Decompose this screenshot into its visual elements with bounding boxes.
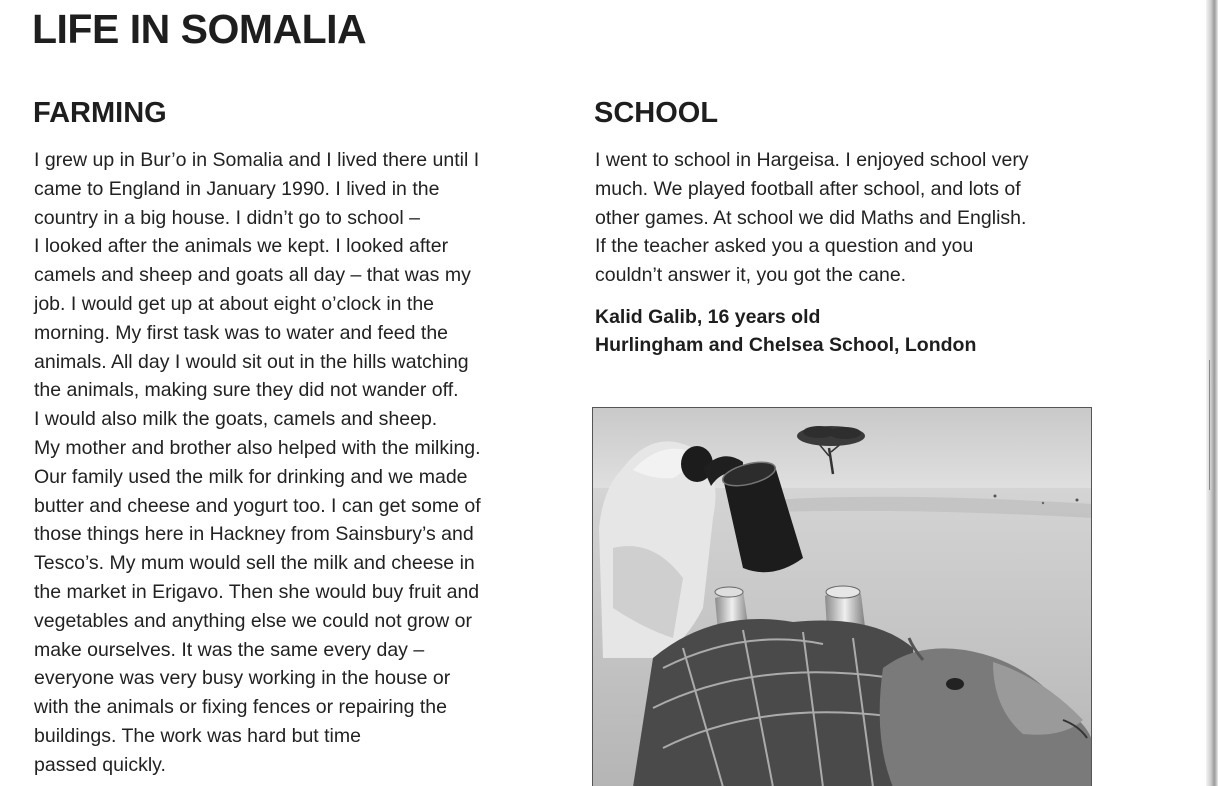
page-edge: [1206, 0, 1218, 786]
farming-line: everyone was very busy working in the house or: [34, 667, 451, 690]
farming-line: came to England in January 1990. I lived in the: [34, 177, 440, 200]
author-school: Hurlingham and Chelsea School, London: [595, 334, 977, 356]
farming-line: Tesco’s. My mum would sell the milk and cheese in: [34, 552, 475, 575]
farming-line: the animals, making sure they did not wander off.: [34, 379, 459, 402]
school-line: If the teacher asked you a question and you: [595, 235, 974, 258]
page-edge-line: [1209, 360, 1210, 490]
farming-line: butter and cheese and yogurt too. I can get some of: [34, 494, 481, 517]
farming-line: buildings. The work was hard but time: [34, 724, 361, 747]
farming-line: morning. My first task was to water and feed the: [34, 321, 449, 344]
farming-line: I would also milk the goats, camels and sheep.: [34, 408, 438, 431]
photo-illustration: [593, 408, 1092, 786]
school-line: I went to school in Hargeisa. I enjoyed school very: [595, 149, 1029, 171]
page-title: LIFE IN SOMALIA: [32, 6, 367, 52]
author-name: Kalid Galib, 16 years old: [595, 306, 821, 328]
farming-heading: FARMING: [33, 97, 167, 129]
farming-line: make ourselves. It was the same every day –: [34, 638, 425, 661]
farming-line: with the animals or fixing fences or repairing the: [34, 696, 447, 719]
school-text: [595, 146, 1029, 290]
farming-line: I grew up in Bur’o in Somalia and I lived there until I: [34, 149, 480, 171]
school-heading: SCHOOL: [594, 97, 719, 129]
camel-milk-photo: [592, 407, 1092, 786]
farming-line: My mother and brother also helped with the milking.: [34, 436, 481, 459]
school-line: other games. At school we did Maths and English.: [595, 206, 1027, 229]
farming-line: animals. All day I would sit out in the hills watching: [34, 350, 469, 373]
school-line: couldn’t answer it, you got the cane.: [595, 264, 907, 287]
farming-line: passed quickly.: [34, 753, 166, 776]
school-line: much. We played football after school, and lots of: [595, 177, 1021, 200]
farming-line: camels and sheep and goats all day – that was my: [34, 264, 471, 287]
farming-line: vegetables and anything else we could not grow or: [34, 609, 472, 632]
farming-line: I looked after the animals we kept. I looked after: [34, 235, 449, 258]
farming-line: the market in Erigavo. Then she would buy fruit and: [34, 580, 480, 603]
farming-text: [34, 146, 481, 780]
farming-line: those things here in Hackney from Sainsbury’s and: [34, 523, 474, 546]
farming-line: Our family used the milk for drinking and we made: [34, 465, 468, 488]
farming-line: country in a big house. I didn’t go to school –: [34, 206, 420, 229]
author-byline: [595, 303, 976, 359]
farming-line: job. I would get up at about eight o’clock in the: [34, 292, 435, 315]
